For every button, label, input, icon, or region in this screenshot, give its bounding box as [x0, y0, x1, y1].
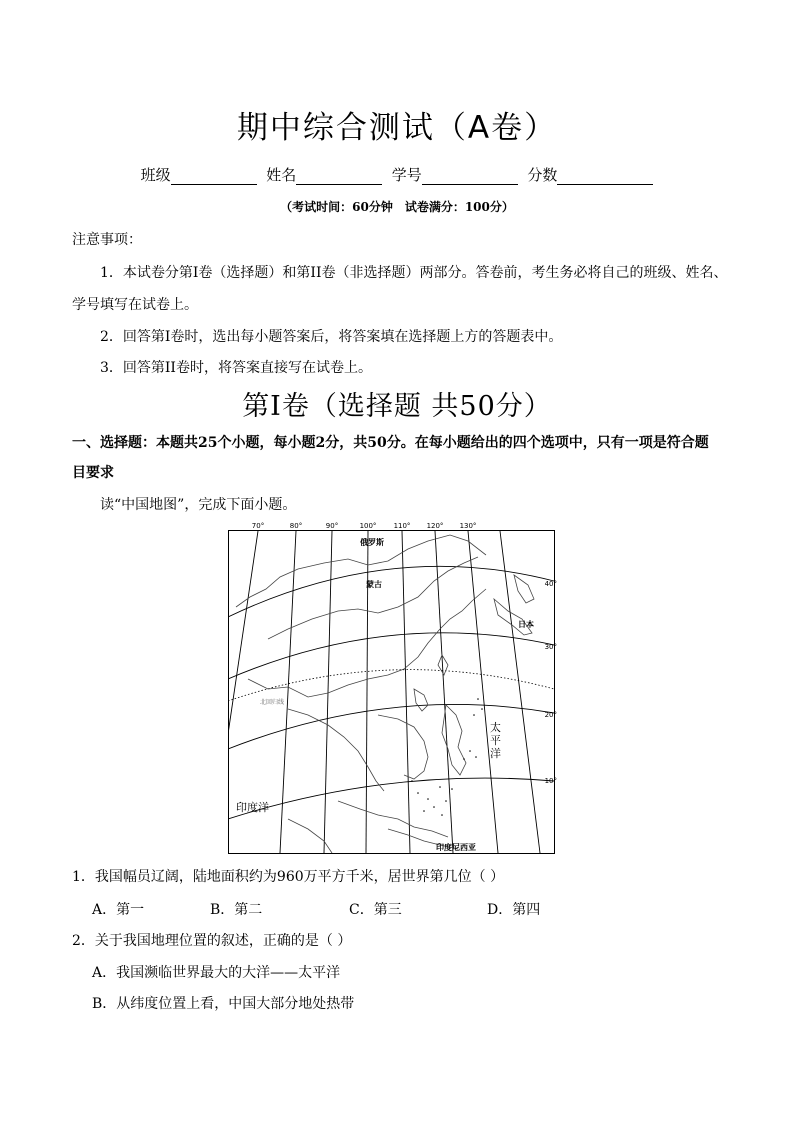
note-item-2: 2．回答第I卷时，选出每小题答案后，将答案填在选择题上方的答题表中。 — [100, 329, 563, 345]
question-1-option-a[interactable]: A．第一 — [92, 902, 145, 918]
lon-label-110: 110° — [393, 522, 411, 530]
section-instruction-cont: 目要求 — [72, 465, 114, 481]
page-title: 期中综合测试（A卷） — [236, 110, 558, 146]
label-pacific: 太平洋 — [490, 721, 501, 760]
label-japan: 日本 — [518, 620, 534, 629]
note-item-1-cont: 学号填写在试卷上。 — [72, 297, 198, 313]
lat-label-30: 30° — [544, 643, 557, 651]
lon-label-130: 130° — [459, 522, 477, 530]
class-blank[interactable] — [171, 168, 257, 185]
question-1-option-b[interactable]: B．第二 — [210, 902, 263, 918]
student-id-blank[interactable] — [422, 168, 518, 185]
name-label: 姓名 — [266, 166, 297, 184]
exam-info: （考试时间：60分钟 试卷满分：100分） — [280, 200, 514, 214]
lat-label-40: 40° — [544, 580, 557, 588]
question-2-stem: 2．关于我国地理位置的叙述，正确的是（ ） — [72, 933, 352, 949]
lon-label-90: 90° — [325, 522, 339, 530]
question-1-stem: 1．我国幅员辽阔，陆地面积约为960万平方千米，居世界第几位（ ） — [72, 869, 505, 885]
question-2-option-b[interactable]: B．从纬度位置上看，中国大部分地处热带 — [92, 996, 355, 1012]
reading-prompt: 读“中国地图”，完成下面小题。 — [100, 497, 297, 513]
lon-label-70: 70° — [251, 522, 265, 530]
name-blank[interactable] — [296, 168, 382, 185]
student-info-row — [0, 164, 794, 185]
label-indian-ocean: 印度洋 — [236, 801, 269, 814]
notes-heading: 注意事项： — [72, 232, 142, 248]
lat-label-20: 20° — [544, 711, 557, 719]
lon-label-80: 80° — [289, 522, 303, 530]
lat-label-10: 10° — [544, 777, 557, 785]
label-russia: 俄罗斯 — [360, 538, 384, 547]
question-1-option-d[interactable]: D．第四 — [487, 902, 541, 918]
label-mongolia: 蒙古 — [366, 580, 382, 589]
lon-label-100: 100° — [359, 522, 377, 530]
student-id-label: 学号 — [391, 166, 422, 184]
score-label: 分数 — [527, 166, 558, 184]
label-indonesia: 印度尼西亚 — [436, 843, 476, 852]
score-blank[interactable] — [557, 168, 653, 185]
note-item-1: 1．本试卷分第I卷（选择题）和第II卷（非选择题）两部分。答卷前，考生务必将自己的班级、姓名、 — [100, 265, 728, 281]
section-instruction: 一、选择题：本题共25个小题，每小题2分，共50分。在每小题给出的四个选项中，只有一项是符合题 — [72, 435, 709, 451]
china-map — [228, 519, 558, 856]
section-title: 第I卷（选择题 共50分） — [242, 391, 552, 422]
question-2-option-a[interactable]: A．我国濒临世界最大的大洋——太平洋 — [92, 965, 341, 981]
label-tropic: 北回归线 — [259, 699, 285, 706]
question-1-option-c[interactable]: C．第三 — [349, 902, 402, 918]
class-label: 班级 — [140, 166, 171, 184]
lon-label-120: 120° — [426, 522, 444, 530]
note-item-3: 3．回答第II卷时，将答案直接写在试卷上。 — [100, 360, 372, 376]
